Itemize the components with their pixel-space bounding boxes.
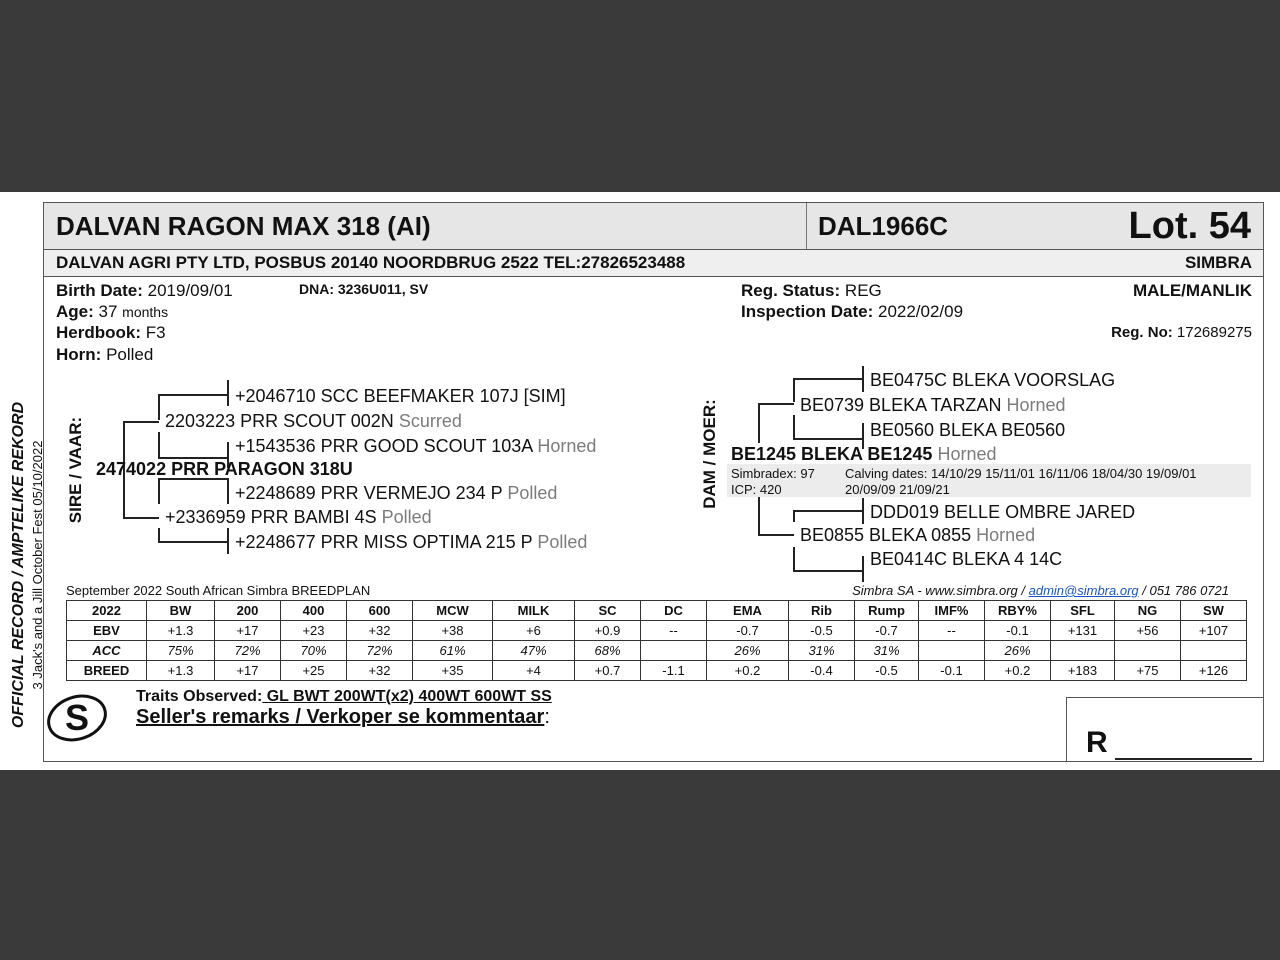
dam-dam-sire-tick <box>862 498 864 524</box>
column-header: MILK <box>493 601 575 621</box>
price-currency: R <box>1086 726 1108 759</box>
table-cell: -0.7 <box>855 621 919 641</box>
age <box>56 302 168 322</box>
table-cell: +0.2 <box>985 661 1051 681</box>
column-header: NG <box>1115 601 1181 621</box>
sire-dam <box>235 436 596 457</box>
dam-sire-note: Horned <box>1006 395 1066 415</box>
table-cell: 68% <box>575 641 641 661</box>
table-cell: +17 <box>215 661 281 681</box>
traits-observed <box>136 688 552 706</box>
row-label: EBV <box>67 621 147 641</box>
table-cell: +32 <box>347 621 413 641</box>
reg-number-label: Reg. No: <box>1111 324 1173 341</box>
column-header: 600 <box>347 601 413 621</box>
dam-of-sire-dam <box>235 532 587 553</box>
dam-of-sire-sire <box>235 483 557 504</box>
row-label: BREED <box>67 661 147 681</box>
dam-label: DAM / MOER: <box>700 399 719 509</box>
sire-dam-name: +1543536 PRR GOOD SCOUT 103A <box>235 436 533 456</box>
logo-letter: S <box>64 697 90 738</box>
table-cell <box>1115 641 1181 661</box>
dam-of-sire <box>165 507 432 528</box>
ebv-row <box>67 621 1247 641</box>
sire-sire-name: +2046710 SCC BEEFMAKER 107J [SIM] <box>235 386 566 406</box>
dam-of-sire-note: Polled <box>381 507 432 527</box>
column-header: BW <box>147 601 215 621</box>
table-cell: +25 <box>281 661 347 681</box>
dam-sire-tick <box>227 478 229 504</box>
dam-note: Horned <box>937 444 997 464</box>
sex: MALE/MANLIK <box>1133 281 1252 300</box>
source-prefix: Simbra SA - www.simbra.org / <box>852 583 1029 598</box>
table-cell: +4 <box>493 661 575 681</box>
dam-connector-top <box>758 403 794 405</box>
seller-remarks-colon: : <box>544 706 550 728</box>
dam-dam-tick <box>227 528 229 554</box>
table-cell: 26% <box>707 641 789 661</box>
column-header: RBY% <box>985 601 1051 621</box>
inspection-date <box>741 302 963 322</box>
birth-date-value: 2019/09/01 <box>147 281 233 300</box>
dam-bracket-top <box>758 403 760 443</box>
breed-row <box>67 661 1247 681</box>
table-cell: +0.7 <box>575 661 641 681</box>
reg-status-label: Reg. Status: <box>741 281 841 300</box>
dam-of-sire-dam-note: Polled <box>537 532 588 552</box>
header-row <box>67 601 1247 621</box>
price-entry-line[interactable] <box>1115 758 1252 760</box>
column-header: Rump <box>855 601 919 621</box>
table-cell: 72% <box>347 641 413 661</box>
herdbook-value: F3 <box>145 323 166 342</box>
dam-sire-name: BE0739 BLEKA TARZAN <box>800 395 1002 415</box>
table-cell: 61% <box>413 641 493 661</box>
official-record-label: OFFICIAL RECORD / AMPTELIKE REKORD <box>10 401 27 729</box>
herdbook-label: Herdbook: <box>56 323 141 342</box>
sire-sire-stem <box>158 394 160 420</box>
sire-name: 2474022 PRR PARAGON 318U <box>96 459 353 479</box>
column-header: MCW <box>413 601 493 621</box>
calving-dates-cont: 20/09/09 21/09/21 <box>845 482 950 497</box>
dam-sire-dam-line <box>793 438 863 440</box>
breedplan-source <box>852 583 1229 598</box>
dam-dam-sire: DDD019 BELLE OMBRE JARED <box>870 502 1136 522</box>
reg-number <box>1111 324 1252 341</box>
dam-dam-sire-stem <box>793 510 795 522</box>
dam-name-row <box>731 444 997 465</box>
herdbook <box>56 323 166 343</box>
table-cell: +56 <box>1115 621 1181 641</box>
table-cell: +0.9 <box>575 621 641 641</box>
sire-sire-tick <box>227 380 229 406</box>
breeder-info: DALVAN AGRI PTY LTD, POSBUS 20140 NOORDBRUG 2522 TEL:27826523488 <box>56 253 686 272</box>
dam-dam-name: BE0855 BLEKA 0855 <box>800 525 972 545</box>
table-cell: +0.2 <box>707 661 789 681</box>
table-cell: +23 <box>281 621 347 641</box>
dam-dam-dam-stem <box>793 547 795 571</box>
contact-email-link[interactable]: admin@simbra.org <box>1028 583 1139 598</box>
reg-number-value: 172689275 <box>1176 324 1252 341</box>
table-cell: +6 <box>493 621 575 641</box>
table-cell <box>641 641 707 661</box>
table-cell: +17 <box>215 621 281 641</box>
row-label: ACC <box>67 641 147 661</box>
table-cell: 31% <box>855 641 919 661</box>
dam-dam-dam-tick <box>862 556 864 582</box>
dam-dam-line <box>158 541 228 543</box>
table-cell: +1.3 <box>147 661 215 681</box>
dam-bracket-bottom <box>758 495 760 535</box>
table-cell: 31% <box>789 641 855 661</box>
dam-of-sire-name: +2336959 PRR BAMBI 4S <box>165 507 377 527</box>
sire-sire-line <box>158 394 228 396</box>
reg-status <box>741 281 882 301</box>
table-cell: 26% <box>985 641 1051 661</box>
table-cell: -0.5 <box>855 661 919 681</box>
dam-dam <box>800 525 1035 546</box>
sale-name: 3 Jack's and a Jill October Fest 05/10/2022 <box>30 440 45 690</box>
table-cell: +35 <box>413 661 493 681</box>
sire-connector-top <box>123 421 159 423</box>
table-cell <box>1051 641 1115 661</box>
simbradex: Simbradex: 97 <box>731 466 815 481</box>
table-cell: +183 <box>1051 661 1115 681</box>
dam-dam-dam-line <box>793 570 863 572</box>
column-header: Rib <box>789 601 855 621</box>
dam-name: BE1245 BLEKA BE1245 <box>731 444 933 464</box>
dam-of-sire-dam-name: +2248677 PRR MISS OPTIMA 215 P <box>235 532 533 552</box>
dam-sire-sire-line <box>793 378 863 380</box>
dam-sire-sire-tick <box>862 366 864 392</box>
dam-sire-sire-stem <box>793 378 795 402</box>
animal-id: DAL1966C <box>818 211 949 241</box>
dam-dam-sire-line <box>793 510 863 512</box>
table-cell: +107 <box>1181 621 1247 641</box>
column-header: SC <box>575 601 641 621</box>
simbra-logo-icon <box>44 688 110 748</box>
table-cell: +32 <box>347 661 413 681</box>
breed-name: SIMBRA <box>1184 253 1252 272</box>
age-value: 37 <box>98 302 118 321</box>
acc-row <box>67 641 1247 661</box>
table-cell: 47% <box>493 641 575 661</box>
sire-of-sire <box>165 411 462 432</box>
column-header: 400 <box>281 601 347 621</box>
sire-dam-stem <box>158 432 160 458</box>
sire-connector-bottom <box>123 517 159 519</box>
dam-sire-dam: BE0560 BLEKA BE0560 <box>870 420 1066 440</box>
sire-label: SIRE / VAAR: <box>66 416 85 524</box>
table-cell: -0.4 <box>789 661 855 681</box>
contact-phone: / 051 786 0721 <box>1138 583 1229 598</box>
column-header: IMF% <box>919 601 985 621</box>
column-header: DC <box>641 601 707 621</box>
sire-dam-note: Horned <box>537 436 597 456</box>
sale-record-card <box>0 192 1280 770</box>
sire-sire <box>235 386 566 407</box>
table-cell: -- <box>919 621 985 641</box>
sire-of-sire-name: 2203223 PRR SCOUT 002N <box>165 411 394 431</box>
traits-label: Traits Observed: <box>136 688 263 705</box>
traits-value: GL BWT 200WT(x2) 400WT 600WT SS <box>262 688 552 705</box>
column-header: 200 <box>215 601 281 621</box>
table-cell: -0.1 <box>919 661 985 681</box>
horn-value: Polled <box>106 345 154 364</box>
table-cell <box>1181 641 1247 661</box>
horn <box>56 345 153 365</box>
table-cell: -0.5 <box>789 621 855 641</box>
dam-of-sire-sire-note: Polled <box>507 483 558 503</box>
table-cell: -0.7 <box>707 621 789 641</box>
column-header: EMA <box>707 601 789 621</box>
horn-label: Horn: <box>56 345 102 364</box>
table-cell: -0.1 <box>985 621 1051 641</box>
column-header: SFL <box>1051 601 1115 621</box>
reg-status-value: REG <box>844 281 882 300</box>
table-cell: +126 <box>1181 661 1247 681</box>
inspection-date-label: Inspection Date: <box>741 302 874 321</box>
table-cell: +38 <box>413 621 493 641</box>
lot-number: Lot. 54 <box>1128 205 1251 247</box>
dam-dam-dam: BE0414C BLEKA 4 14C <box>870 549 1063 569</box>
table-cell: +131 <box>1051 621 1115 641</box>
table-cell: -1.1 <box>641 661 707 681</box>
dam-connector-bottom <box>758 534 794 536</box>
table-cell <box>919 641 985 661</box>
table-cell: 72% <box>215 641 281 661</box>
inspection-date-value: 2022/02/09 <box>877 302 964 321</box>
column-header: SW <box>1181 601 1247 621</box>
dam-sire-sire: BE0475C BLEKA VOORSLAG <box>870 370 1116 390</box>
calving-dates: Calving dates: 14/10/29 15/11/01 16/11/06 18/04/30 19/09/01 <box>845 466 1197 481</box>
age-label: Age: <box>56 302 94 321</box>
table-cell: +75 <box>1115 661 1181 681</box>
age-unit: months <box>122 304 169 320</box>
dam-of-sire-sire-name: +2248689 PRR VERMEJO 234 P <box>235 483 503 503</box>
column-header: 2022 <box>67 601 147 621</box>
ebv-table <box>66 600 1247 681</box>
table-cell: 70% <box>281 641 347 661</box>
birth-date <box>56 281 233 301</box>
sire-of-sire-note: Scurred <box>398 411 462 431</box>
table-cell: -- <box>641 621 707 641</box>
icp: ICP: 420 <box>731 482 782 497</box>
table-cell: 75% <box>147 641 215 661</box>
seller-remarks <box>136 706 550 729</box>
dna-info: DNA: 3236U011, SV <box>299 281 429 297</box>
table-cell: +1.3 <box>147 621 215 641</box>
birth-date-label: Birth Date: <box>56 281 143 300</box>
dam-sire <box>800 395 1066 416</box>
seller-remarks-label: Seller's remarks / Verkoper se kommentaar <box>136 706 545 728</box>
breedplan-title: September 2022 South African Simbra BREEDPLAN <box>66 583 371 598</box>
animal-name: DALVAN RAGON MAX 318 (AI) <box>56 211 431 241</box>
dam-dam-note: Horned <box>976 525 1036 545</box>
dam-sire-stem <box>158 478 160 504</box>
dam-dam-stem <box>158 528 160 542</box>
ebv-table-body <box>67 601 1247 681</box>
dam-sire-dam-stem <box>793 415 795 439</box>
